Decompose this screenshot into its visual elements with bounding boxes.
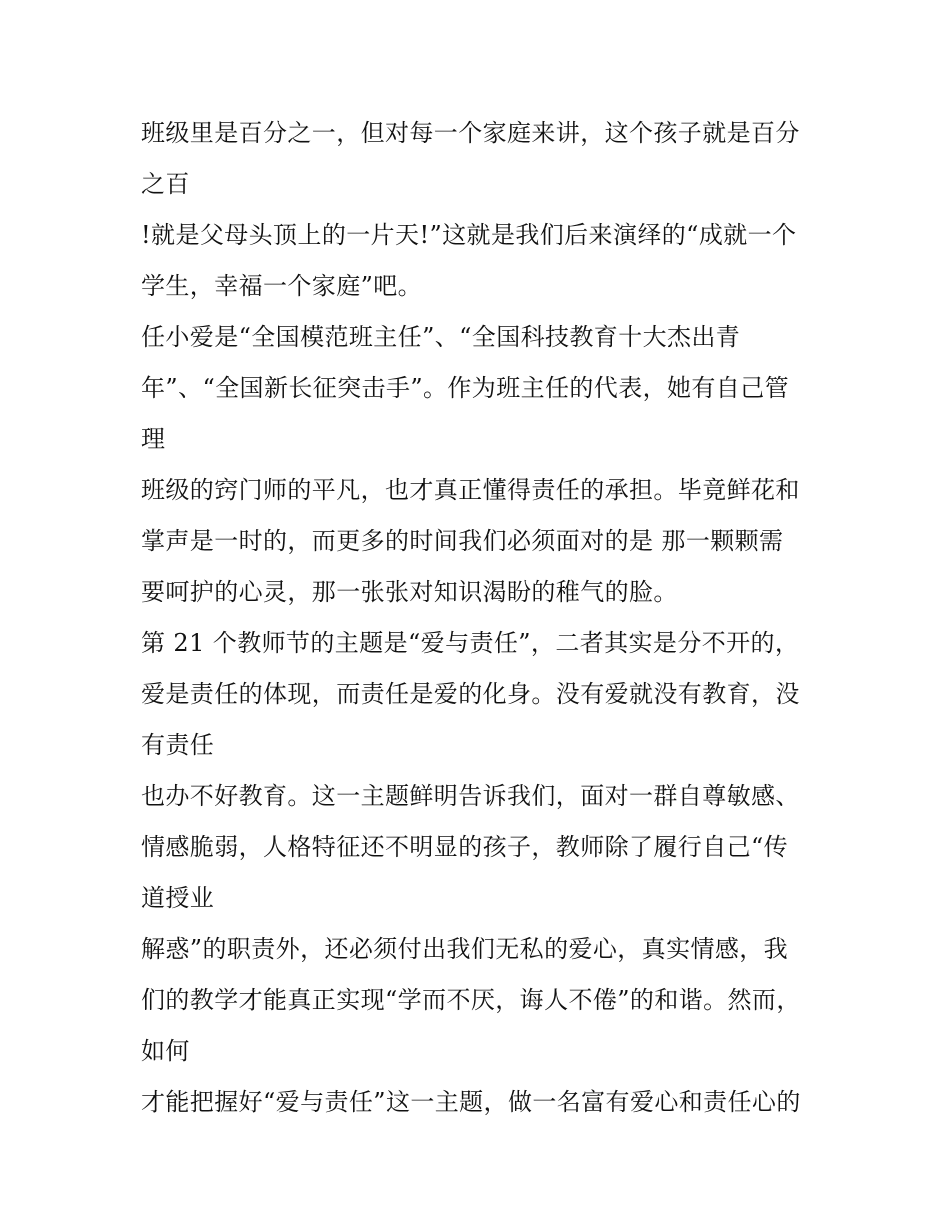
text-line: 班级里是百分之一，但对每一个家庭来讲，这个孩子就是百分: [141, 119, 800, 147]
text-line: 第 21 个教师节的主题是“爱与责任”，二者其实是分不开的，: [141, 629, 800, 657]
text-line: 要呵护的心灵，那一张张对知识渴盼的稚气的脸。: [141, 578, 678, 606]
text-line: 如何: [141, 1037, 190, 1065]
text-line: 班级的窍门师的平凡，也才真正懂得责任的承担。毕竟鲜花和: [141, 476, 800, 504]
text-line: 任小爱是“全国模范班主任”、“全国科技教育十大杰出青: [141, 323, 741, 351]
text-line: !就是父母头顶上的一片天!”这就是我们后来演绎的“成就一个: [141, 221, 797, 249]
text-line: 也办不好教育。这一主题鲜明告诉我们，面对一群自尊敏感、: [141, 782, 800, 810]
text-line: 道授业: [141, 884, 215, 912]
text-line: 学生，幸福一个家庭”吧。: [141, 272, 423, 300]
text-line: 爱是责任的体现，而责任是爱的化身。没有爱就没有教育，没: [141, 680, 800, 708]
text-line: 才能把握好“爱与责任”这一主题，做一名富有爱心和责任心的: [141, 1088, 801, 1116]
text-line: 年”、“全国新长征突击手”。作为班主任的代表，她有自己管: [141, 374, 790, 402]
text-line: 之百: [141, 170, 190, 198]
text-line: 解惑”的职责外，还必须付出我们无私的爱心，真实情感，我: [141, 935, 789, 963]
text-line: 们的教学才能真正实现“学而不厌，诲人不倦”的和谐。然而，: [141, 986, 801, 1014]
text-line: 理: [141, 425, 166, 453]
document-body: [141, 108, 821, 1128]
text-line: 有责任: [141, 731, 215, 759]
text-line: 情感脆弱，人格特征还不明显的孩子，教师除了履行自己“传: [141, 833, 789, 861]
text-line: 掌声是一时的，而更多的时间我们必须面对的是 那一颗颗需: [141, 527, 784, 555]
